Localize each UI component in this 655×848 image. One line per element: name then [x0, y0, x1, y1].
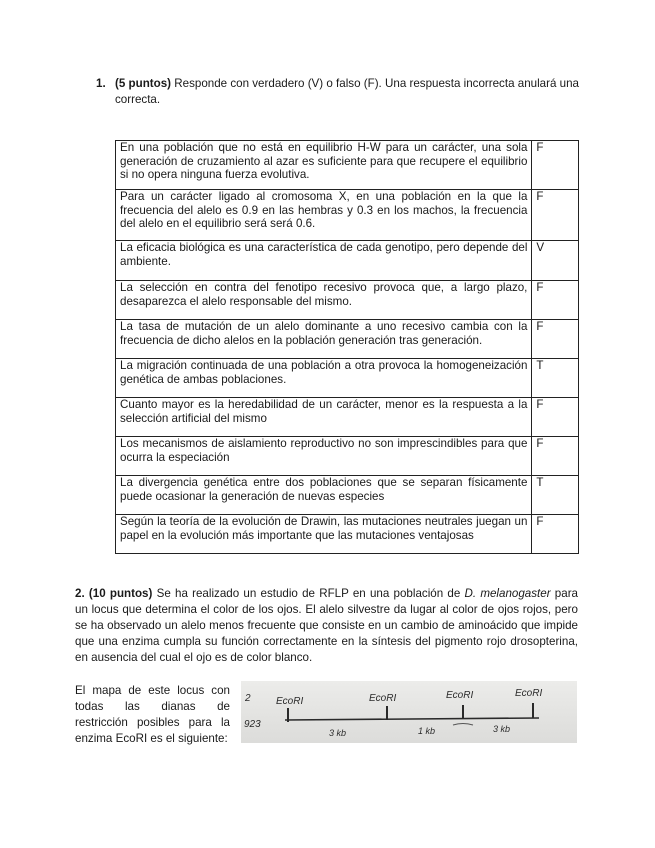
statement-cell: Los mecanismos de aislamiento reproductivo no son imprescindibles para que ocurra la especiación	[116, 437, 532, 476]
statement-cell: La tasa de mutación de un alelo dominante a uno recesivo cambia con la frecuencia de dicho alelos en la población generación tras generación.	[116, 320, 532, 359]
dna-line	[285, 718, 539, 720]
answer-cell: F	[532, 398, 579, 437]
site-label: EcoRI	[276, 696, 304, 707]
site-label: EcoRI	[369, 693, 397, 704]
question-2-text-before: Se ha realizado un estudio de RFLP en una población de	[152, 587, 465, 600]
answer-cell: F	[532, 281, 579, 320]
table-row	[116, 437, 579, 476]
statement-cell: La migración continuada de una población a otra provoca la homogeneización genética de ambas poblaciones.	[116, 359, 532, 398]
distance-label: 3 kb	[493, 724, 511, 734]
statement-cell: La selección en contra del fenotipo recesivo provoca que, a largo plazo, desaparezca el alelo responsable del mismo.	[116, 281, 532, 320]
question-1-prompt	[115, 76, 579, 108]
statement-cell: La divergencia genética entre dos poblaciones que se separan físicamente puede ocasionar la generación de nuevas especies	[116, 476, 532, 515]
statement-cell: En una población que no está en equilibrio H-W para un carácter, una sola generación de cruzamiento al azar es suficiente para que recupere el equilibrio si no opera ninguna fuerza evolutiva.	[116, 141, 532, 190]
true-false-table	[115, 140, 579, 554]
answer-cell: T	[532, 359, 579, 398]
restriction-map-drawing	[241, 681, 577, 743]
question-1-number: 1.	[96, 77, 106, 90]
table-row	[116, 141, 579, 190]
answer-cell: F	[532, 320, 579, 359]
question-2-text-after: para un locus que determina el color de los ojos. El alelo silvestre da lugar al color de ojos rojos, pero se ha observado un alelo menos frecuente que consiste en un cambio de aminoácido que impide que una enzima cumpla su función correctamente en la síntesis del pigmento rojo drosopterina, en ausencia del cual el ojo es de color blanco.	[75, 587, 579, 664]
question-2-species: D. melanogaster	[464, 587, 551, 600]
site-label: EcoRI	[446, 690, 474, 701]
answer-cell: T	[532, 476, 579, 515]
table-row	[116, 320, 579, 359]
answer-cell: V	[532, 241, 579, 281]
answer-cell: F	[532, 141, 579, 190]
table-row	[116, 281, 579, 320]
scribble-mark	[453, 724, 473, 726]
question-1-instructions: Responde con verdadero (V) o falso (F). Una respuesta incorrecta anulará una correcta.	[115, 77, 579, 106]
table-row	[116, 515, 579, 554]
question-2-number-points: 2. (10 puntos)	[75, 587, 153, 600]
site-label: EcoRI	[515, 688, 543, 699]
map-intro-text: El mapa de este locus con todas las dianas de restricción posibles para la enzima EcoRI es el siguiente:	[75, 684, 230, 745]
statement-cell: La eficacia biológica es una característica de cada genotipo, pero depende del ambiente.	[116, 241, 532, 281]
statement-cell: Según la teoría de la evolución de Drawin, las mutaciones neutrales juegan un papel en la evolución más importante que las mutaciones ventajosas	[116, 515, 532, 554]
table-row	[116, 476, 579, 515]
answer-cell: F	[532, 437, 579, 476]
distance-label: 3 kb	[329, 728, 347, 738]
statement-cell: Cuanto mayor es la heredabilidad de un carácter, menor es la respuesta a la selección artificial del mismo	[116, 398, 532, 437]
bleed-through-mark: 2	[245, 693, 251, 704]
table-row	[116, 398, 579, 437]
bleed-through-mark: 923	[244, 719, 261, 730]
question-1	[96, 76, 579, 108]
answer-cell: F	[532, 190, 579, 241]
restriction-map-image	[241, 681, 577, 743]
statement-cell: Para un carácter ligado al cromosoma X, en una población en la que la frecuencia del alelo es 0.9 en las hembras y 0.3 en los machos, la frecuencia del alelo en el equilibrio será será 0.6.	[116, 190, 532, 241]
distance-label: 1 kb	[418, 726, 436, 736]
question-1-points: (5 puntos)	[115, 77, 172, 90]
table-row	[116, 359, 579, 398]
answer-cell: F	[532, 515, 579, 554]
table-row	[116, 190, 579, 241]
table-row	[116, 241, 579, 281]
question-2	[75, 586, 578, 666]
